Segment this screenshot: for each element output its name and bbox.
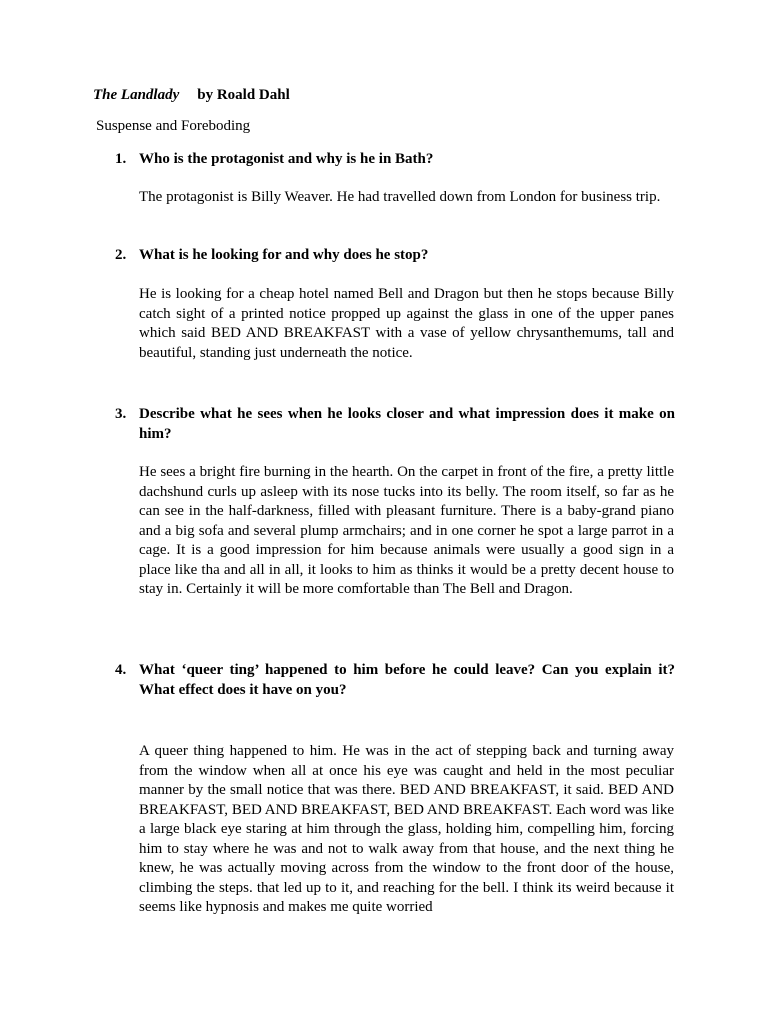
question-4 [115, 661, 675, 700]
question-text: What ‘queer ting’ happened to him before he could leave? Can you explain it? What effect does it have on you? [139, 662, 675, 698]
work-title: The Landlady [93, 87, 180, 103]
question-number: 1. [115, 151, 127, 167]
question-number: 3. [115, 406, 127, 422]
answer-1: The protagonist is Billy Weaver. He had travelled down from London for business trip. [139, 189, 661, 205]
document-title-line [93, 87, 290, 104]
question-text: Describe what he sees when he looks closer and what impression does it make on him? [139, 406, 675, 442]
answer-2: He is looking for a cheap hotel named Bell and Dragon but then he stops because Billy catch sight of a printed notice propped up against the glass in one of the upper panes which said BED AND BREAKFAST with a vase of yellow chrysanthemums, tall and beautiful, standing just underneath the notice. [139, 286, 674, 361]
answer-3: He sees a bright fire burning in the hearth. On the carpet in front of the fire, a pretty little dachshund curls up asleep with its nose tucks into its belly. The room itself, so far as he can see in the half-darkness, filled with pleasant furniture. There is a baby-grand piano and a big sofa and several plump armchairs; and in one corner he spot a large parrot in a cage. It is a good impression for him because animals were usually a good sign in a place like tha and all in all, it looks to him as thinks it would be a pretty decent house to stay in. Certainly it will be more comfortable than The Bell and Dragon. [139, 464, 674, 597]
question-1 [115, 150, 675, 170]
answer-4: A queer thing happened to him. He was in the act of stepping back and turning away from the window when all at once his eye was caught and held in the most peculiar manner by the small notice that was there. BED AND BREAKFAST, it said. BED AND BREAKFAST, BED AND BREAKFAST, BED AND BREAKFAST. Each word was like a large black eye staring at him through the glass, holding him, compelling him, forcing him to stay where he was and not to walk away from that house, and the next thing he knew, he was actually moving across from the window to the front door of the house, climbing the steps. that led up to it, and reaching for the bell. I think its weird because it seems like hypnosis and makes me quite worried [139, 743, 674, 915]
author-byline: by Roald Dahl [197, 87, 290, 103]
document-subtitle: Suspense and Foreboding [96, 118, 251, 134]
question-text: What is he looking for and why does he stop? [139, 247, 429, 263]
question-number: 2. [115, 247, 127, 263]
question-text: Who is the protagonist and why is he in Bath? [139, 151, 434, 167]
question-number: 4. [115, 662, 127, 678]
question-3 [115, 405, 675, 444]
question-2 [115, 246, 675, 266]
